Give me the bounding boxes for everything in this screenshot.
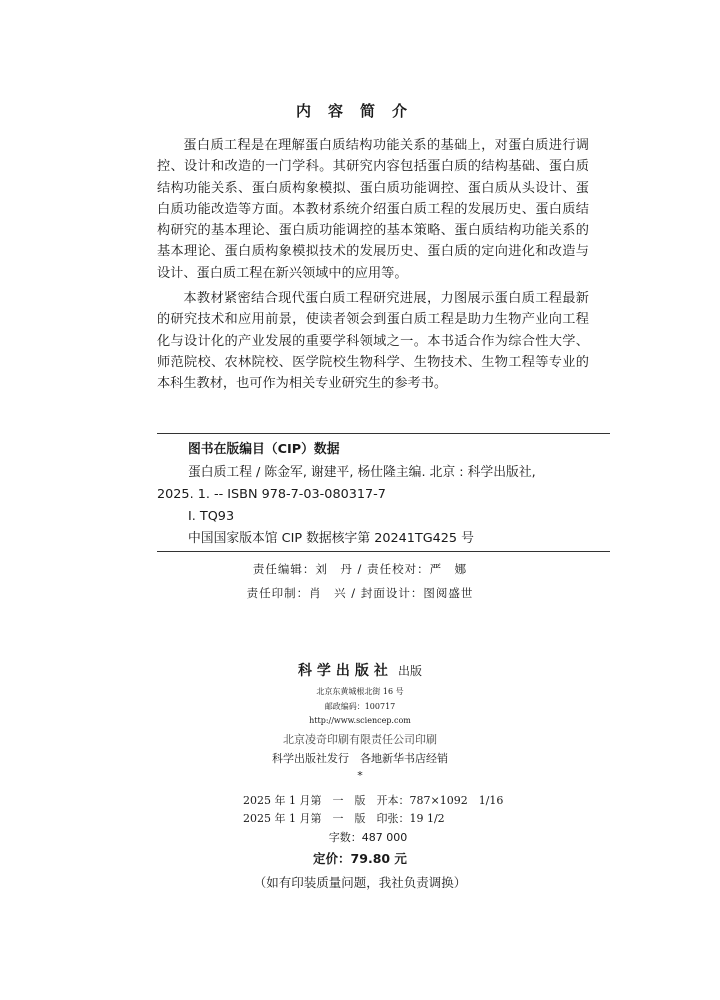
publisher-imprint — [0, 660, 720, 680]
cip-line-1: 蛋白质工程 / 陈金军, 谢建平, 杨仕隆主编. 北京 : 科学出版社, — [188, 465, 536, 480]
cip-top-divider — [157, 433, 610, 434]
publisher-url: http://www.sciencep.com — [309, 716, 411, 725]
cip-bottom-divider — [157, 551, 610, 552]
publisher-postcode: 邮政编码：100717 — [324, 702, 396, 711]
publisher-address: 北京东黄城根北街 16 号 — [316, 687, 404, 696]
publisher-name: 科学出版社 — [297, 663, 393, 679]
summary-title: 内容简介 — [295, 102, 424, 120]
printer-line: 北京凌奇印刷有限责任公司印刷 — [283, 733, 437, 746]
cip-line-4: 中国国家版本馆 CIP 数据核字第 20241TG425 号 — [188, 531, 474, 546]
edition-line-1: 2025 年 1 月第 一 版 开本：787×1092 1/16 — [243, 794, 504, 807]
summary-paragraph-1: 蛋白质工程是在理解蛋白质结构功能关系的基础上，对蛋白质进行调控、设计和改造的一门学科。其研究内容包括蛋白质的结构基础、蛋白质结构功能关系、蛋白质构象模拟、蛋白质功能调控、蛋白质从头设计、蛋白质功能改造等方面。本教材系统介绍蛋白质工程的发展历史、蛋白质结构研究的基本理论、蛋白质功能调控的基本策略、蛋白质结构功能关系的基本理论、蛋白质构象模拟技术的发展历史、蛋白质的定向进化和改造与设计、蛋白质工程在新兴领域中的应用等。 — [157, 138, 589, 281]
word-count: 字数：487 000 — [328, 831, 408, 844]
credits-line-1: 责任编辑：刘 丹 / 责任校对：严 娜 — [252, 562, 468, 576]
cip-heading: 图书在版编目（CIP）数据 — [188, 442, 340, 457]
cip-line-2: 2025. 1. -- ISBN 978-7-03-080317-7 — [157, 487, 386, 502]
publisher-suffix: 出版 — [398, 664, 423, 678]
edition-line-2: 2025 年 1 月第 一 版 印张：19 1/2 — [243, 812, 445, 825]
distribution-line: 科学出版社发行 各地新华书店经销 — [272, 752, 448, 765]
separator-star: * — [357, 769, 363, 782]
quality-notice: （如有印装质量问题，我社负责调换） — [253, 875, 467, 890]
credits-line-2: 责任印制：肖 兴 / 封面设计：图阅盛世 — [246, 586, 474, 600]
summary-paragraph-2: 本教材紧密结合现代蛋白质工程研究进展，力图展示蛋白质工程最新的研究技术和应用前景，使读者领会到蛋白质工程是助力生物产业向工程化与设计化的产业发展的重要学科领域之一。本书适合作为综合性大学、师范院校、农林院校、医学院校生物科学、生物技术、生物工程等专业的本科生教材，也可作为相关专业研究生的参考书。 — [157, 291, 589, 392]
cip-line-3: Ⅰ. TQ93 — [188, 509, 235, 524]
price: 定价：79.80 元 — [313, 851, 407, 866]
